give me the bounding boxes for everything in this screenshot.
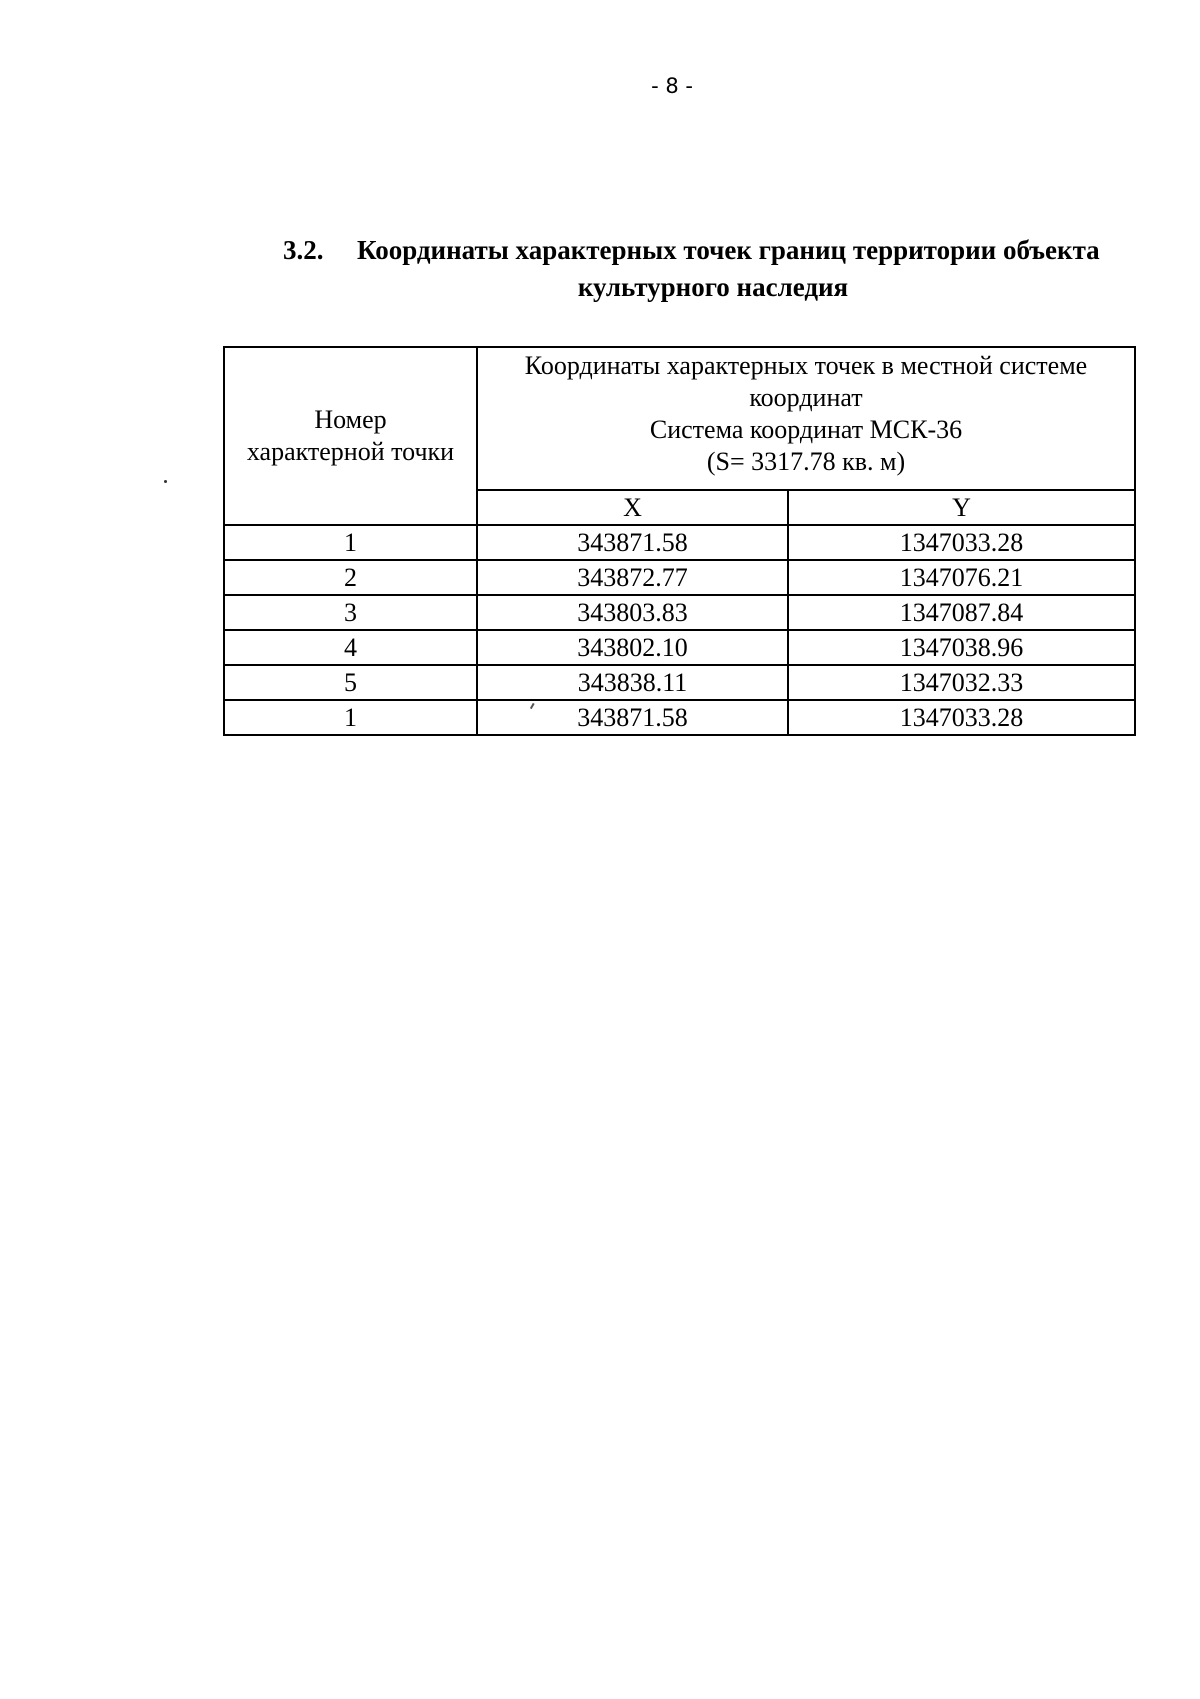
table-row	[224, 700, 1135, 735]
table-row	[224, 665, 1135, 700]
x-coordinate-cell: 343802.10	[477, 630, 788, 665]
coordinates-table	[223, 346, 1136, 736]
page-number-text: - 8 -	[651, 74, 693, 98]
y-coordinate-cell: 1347032.33	[788, 665, 1135, 700]
point-number-cell: 5	[224, 665, 477, 700]
point-number-cell: 1	[224, 525, 477, 560]
heading-title-line-1: Координаты характерных точек границ территории объекта	[357, 235, 1100, 265]
table-row	[224, 630, 1135, 665]
table-row	[224, 525, 1135, 560]
x-coordinate-cell: 343871.58	[477, 700, 788, 735]
scan-speck	[164, 480, 167, 483]
coordinates-header	[477, 347, 1135, 490]
point-number-cell: 3	[224, 595, 477, 630]
x-coordinate-cell: 343838.11	[477, 665, 788, 700]
x-column-header: X	[477, 490, 788, 525]
point-number-cell: 4	[224, 630, 477, 665]
coordinates-header-line-1: Координаты характерных точек в местной системе	[524, 351, 1088, 380]
section-number: 3.2.	[283, 235, 324, 265]
section-heading	[283, 232, 1153, 306]
x-coordinate-cell: 343871.58	[477, 525, 788, 560]
point-number-header-line-1: Номер	[314, 405, 387, 434]
page-number	[0, 74, 1200, 98]
coordinates-header-line-4: (S= 3317.78 кв. м)	[706, 447, 906, 476]
table-row	[224, 595, 1135, 630]
point-number-cell: 1	[224, 700, 477, 735]
y-coordinate-cell: 1347076.21	[788, 560, 1135, 595]
y-column-header: Y	[788, 490, 1135, 525]
x-coordinate-cell: 343803.83	[477, 595, 788, 630]
point-number-header-line-2: характерной точки	[246, 437, 455, 466]
heading-title-line-2: культурного наследия	[577, 272, 849, 302]
coordinates-header-line-3: Система координат МСК-36	[649, 415, 963, 444]
coordinates-header-line-2: координат	[749, 383, 863, 412]
point-number-header	[224, 347, 477, 525]
y-coordinate-cell: 1347087.84	[788, 595, 1135, 630]
table-header-row	[224, 347, 1135, 490]
heading-line-1	[283, 232, 1153, 269]
table-row	[224, 560, 1135, 595]
point-number-cell: 2	[224, 560, 477, 595]
y-coordinate-cell: 1347033.28	[788, 525, 1135, 560]
x-coordinate-cell: 343872.77	[477, 560, 788, 595]
y-coordinate-cell: 1347038.96	[788, 630, 1135, 665]
y-coordinate-cell: 1347033.28	[788, 700, 1135, 735]
